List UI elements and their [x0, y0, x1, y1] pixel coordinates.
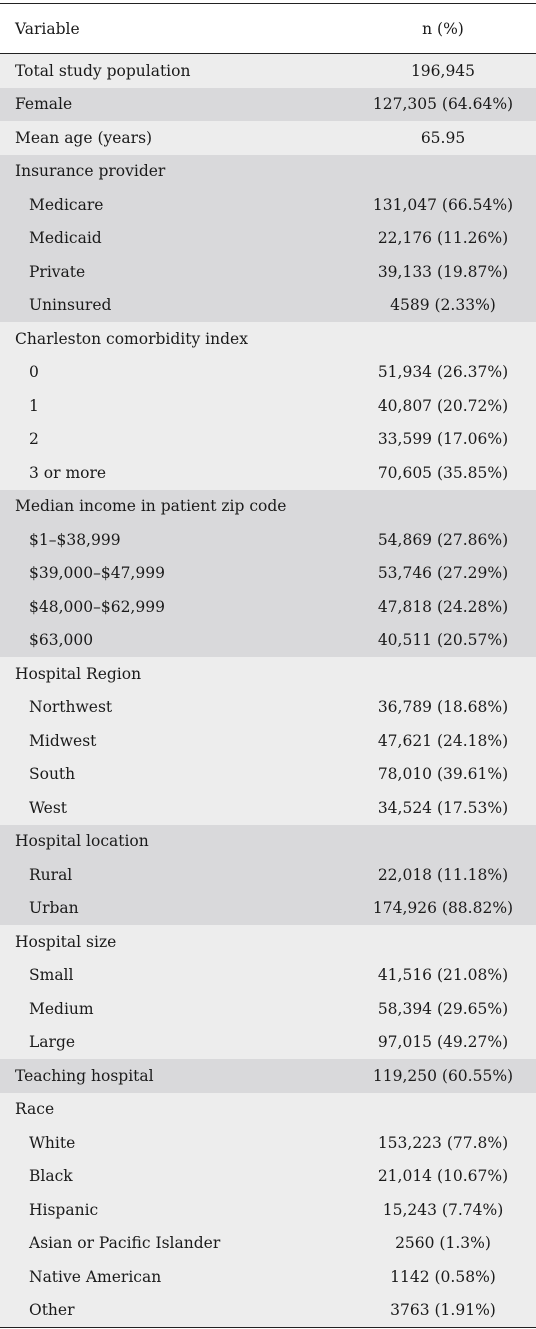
- table-subrow: [0, 992, 536, 1026]
- table-subrow: [0, 590, 536, 624]
- row-value: 41,516 (21.08%): [377, 966, 509, 985]
- table-subrow: [0, 255, 536, 289]
- row-value: 58,394 (29.65%): [377, 999, 509, 1018]
- row-value: 36,789 (18.68%): [377, 698, 509, 717]
- table-subrow: [0, 758, 536, 792]
- row-value: 131,047 (66.54%): [372, 195, 514, 214]
- row-value: 97,015 (49.27%): [377, 1033, 509, 1052]
- row-label: West: [29, 798, 68, 817]
- row-value: 153,223 (77.8%): [377, 1133, 509, 1152]
- row-label: Teaching hospital: [15, 1066, 154, 1085]
- row-label: Midwest: [29, 731, 97, 750]
- row-value: 196,945: [410, 61, 476, 80]
- row-label: Northwest: [29, 698, 113, 717]
- row-label: Medicaid: [29, 229, 102, 248]
- row-label: Hospital location: [15, 832, 149, 851]
- table-subrow: [0, 624, 536, 658]
- row-value: 22,018 (11.18%): [377, 865, 509, 884]
- table-subrow: [0, 959, 536, 993]
- row-label: 2: [29, 430, 39, 449]
- row-label: Private: [29, 262, 86, 281]
- table-row: [0, 657, 536, 691]
- row-value: 40,807 (20.72%): [377, 396, 509, 415]
- table-row: [0, 54, 536, 88]
- table-row: [0, 1093, 536, 1127]
- row-value: 51,934 (26.37%): [377, 363, 509, 382]
- row-value: 127,305 (64.64%): [372, 95, 514, 114]
- row-label: Medicare: [29, 195, 104, 214]
- row-value: 54,869 (27.86%): [377, 530, 509, 549]
- table-subrow: [0, 557, 536, 591]
- row-label: Black: [29, 1167, 73, 1186]
- row-value: 33,599 (17.06%): [377, 430, 509, 449]
- row-label: Uninsured: [29, 296, 112, 315]
- table-subrow: [0, 1160, 536, 1194]
- row-value: 40,511 (20.57%): [377, 631, 509, 650]
- row-value: 1142 (0.58%): [390, 1267, 496, 1286]
- row-label: Native American: [29, 1267, 162, 1286]
- table-subrow: [0, 188, 536, 222]
- table-subrow: [0, 1294, 536, 1328]
- row-label: Charleston comorbidity index: [15, 329, 248, 348]
- table-subrow: [0, 1260, 536, 1294]
- row-label: South: [29, 765, 76, 784]
- row-label: Rural: [29, 865, 73, 884]
- table-subrow: [0, 389, 536, 423]
- row-label: Large: [29, 1033, 76, 1052]
- header-variable: Variable: [15, 19, 80, 38]
- row-value: 21,014 (10.67%): [377, 1167, 509, 1186]
- table-subrow: [0, 1193, 536, 1227]
- table-subrow: [0, 423, 536, 457]
- row-label: Medium: [29, 999, 94, 1018]
- table-header-row: [0, 4, 536, 54]
- row-value: 47,818 (24.28%): [377, 597, 509, 616]
- row-label: Median income in patient zip code: [15, 497, 287, 516]
- table-body: [0, 54, 536, 1327]
- table-row: [0, 1059, 536, 1093]
- table-subrow: [0, 791, 536, 825]
- table-subrow: [0, 356, 536, 390]
- row-label: Other: [29, 1301, 75, 1320]
- row-value: 65.95: [420, 128, 466, 147]
- table-subrow: [0, 523, 536, 557]
- table-row: [0, 155, 536, 189]
- table-row: [0, 925, 536, 959]
- row-label: White: [29, 1133, 76, 1152]
- table-row: [0, 825, 536, 859]
- row-value: 47,621 (24.18%): [377, 731, 509, 750]
- table-subrow: [0, 222, 536, 256]
- row-label: Female: [15, 95, 73, 114]
- row-value: 78,010 (39.61%): [377, 765, 509, 784]
- row-value: 70,605 (35.85%): [377, 463, 509, 482]
- table-row: [0, 490, 536, 524]
- row-label: Total study population: [15, 61, 191, 80]
- row-value: 22,176 (11.26%): [377, 229, 509, 248]
- row-value: 15,243 (7.74%): [382, 1200, 504, 1219]
- row-label: Hispanic: [29, 1200, 99, 1219]
- row-label: $48,000–$62,999: [29, 597, 165, 616]
- table-subrow: [0, 289, 536, 323]
- table-row: [0, 88, 536, 122]
- row-label: Race: [15, 1100, 55, 1119]
- row-label: $39,000–$47,999: [29, 564, 165, 583]
- table-row: [0, 121, 536, 155]
- bottom-rule: [0, 1327, 536, 1328]
- row-value: 2560 (1.3%): [395, 1234, 491, 1253]
- row-value: 119,250 (60.55%): [372, 1066, 514, 1085]
- row-label: Small: [29, 966, 74, 985]
- header-n-percent: n (%): [422, 19, 464, 38]
- row-value: 174,926 (88.82%): [372, 899, 514, 918]
- table-subrow: [0, 892, 536, 926]
- row-label: Hospital size: [15, 932, 117, 951]
- row-value: 53,746 (27.29%): [377, 564, 509, 583]
- table-subrow: [0, 1126, 536, 1160]
- row-label: Mean age (years): [15, 128, 153, 147]
- row-label: Urban: [29, 899, 79, 918]
- table-subrow: [0, 456, 536, 490]
- row-label: $63,000: [29, 631, 94, 650]
- row-value: 34,524 (17.53%): [377, 798, 509, 817]
- table-subrow: [0, 1026, 536, 1060]
- row-label: Asian or Pacific Islander: [29, 1234, 221, 1253]
- row-label: Insurance provider: [15, 162, 166, 181]
- table-subrow: [0, 724, 536, 758]
- row-label: 0: [29, 363, 39, 382]
- table-subrow: [0, 1227, 536, 1261]
- row-label: 1: [29, 396, 39, 415]
- row-value: 3763 (1.91%): [390, 1301, 496, 1320]
- row-label: Hospital Region: [15, 664, 142, 683]
- table-subrow: [0, 858, 536, 892]
- table-subrow: [0, 691, 536, 725]
- row-value: 39,133 (19.87%): [377, 262, 509, 281]
- row-value: 4589 (2.33%): [390, 296, 496, 315]
- row-label: 3 or more: [29, 463, 107, 482]
- table-row: [0, 322, 536, 356]
- row-label: $1–$38,999: [29, 530, 121, 549]
